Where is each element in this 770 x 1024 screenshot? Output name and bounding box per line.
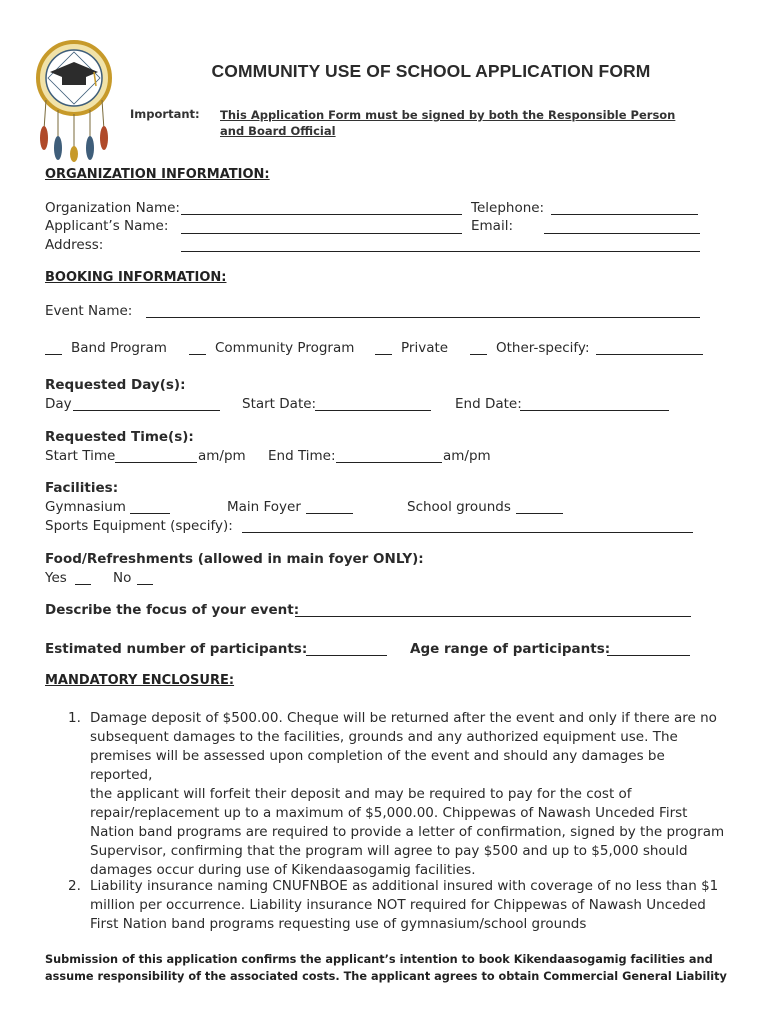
submission-note: [45, 951, 745, 985]
school-logo: [24, 38, 124, 162]
facilities-heading: Facilities:: [45, 480, 119, 496]
telephone-label: Telephone:: [471, 200, 545, 216]
community-program-checkbox[interactable]: [189, 354, 206, 355]
no-label: No: [113, 570, 132, 586]
enclosure-line: Liability insurance naming CNUFNBOE as additional insured with coverage of no less than $1: [90, 878, 719, 894]
submission-line: assume responsibility of the associated costs. The applicant agrees to obtain Commercial General Liability: [45, 970, 727, 983]
end-date-field[interactable]: [520, 410, 669, 411]
enclosure-line: premises will be assessed upon completion of the event and should any damages be reported,: [90, 748, 665, 783]
participants-label: Estimated number of participants:: [45, 641, 308, 657]
community-program-label: Community Program: [215, 340, 355, 356]
event-name-label: Event Name:: [45, 303, 133, 319]
other-checkbox[interactable]: [470, 354, 487, 355]
booking-heading: BOOKING INFORMATION:: [45, 270, 227, 285]
telephone-field[interactable]: [551, 214, 698, 215]
enclosure-line: damages occur during use of Kikendaasogamig facilities.: [90, 862, 476, 878]
end-ampm-label: am/pm: [443, 448, 491, 464]
enclosure-line: Supervisor, confirming that the program will agree to pay $500 and up to $5,000 should: [90, 843, 688, 859]
food-heading: Food/Refreshments (allowed in main foyer ONLY):: [45, 551, 424, 567]
org-name-label: Organization Name:: [45, 200, 180, 216]
requested-days-heading: Requested Day(s):: [45, 377, 186, 393]
enclosure-line: Damage deposit of $500.00. Cheque will be returned after the event and only if there are no: [90, 710, 717, 726]
event-name-field[interactable]: [146, 317, 700, 318]
sports-equipment-field[interactable]: [242, 532, 693, 533]
no-field[interactable]: [137, 584, 153, 585]
start-date-label: Start Date:: [242, 396, 317, 412]
enclosure-item-number: 2.: [68, 878, 81, 894]
org-heading: ORGANIZATION INFORMATION:: [45, 167, 270, 182]
submission-line: Submission of this application confirms the applicant’s intention to book Kikendaasogamig facilities and: [45, 953, 713, 966]
enclosure-line: the applicant will forfeit their deposit and may be required to pay for the cost of: [90, 786, 632, 802]
end-date-label: End Date:: [455, 396, 522, 412]
yes-field[interactable]: [75, 584, 91, 585]
start-time-field[interactable]: [115, 462, 197, 463]
enclosure-heading: MANDATORY ENCLOSURE:: [45, 673, 235, 688]
end-time-label: End Time:: [268, 448, 336, 464]
other-specify-field[interactable]: [596, 354, 703, 355]
event-focus-field[interactable]: [295, 616, 691, 617]
event-focus-label: Describe the focus of your event:: [45, 602, 300, 618]
band-program-label: Band Program: [71, 340, 167, 356]
main-foyer-label: Main Foyer: [227, 499, 301, 515]
applicant-name-field[interactable]: [181, 233, 462, 234]
enclosure-line: million per occurrence. Liability insurance NOT required for Chippewas of Nawash Unceded: [90, 897, 706, 913]
age-range-label: Age range of participants:: [410, 641, 611, 657]
address-field[interactable]: [181, 251, 700, 252]
other-specify-label: Other-specify:: [496, 340, 590, 356]
start-date-field[interactable]: [315, 410, 431, 411]
day-label: Day: [45, 396, 72, 412]
start-time-label: Start Time: [45, 448, 116, 464]
gymnasium-label: Gymnasium: [45, 499, 126, 515]
important-text: This Application Form must be signed by both the Responsible Person and Board Official: [220, 108, 676, 138]
main-foyer-field[interactable]: [306, 513, 353, 514]
start-ampm-label: am/pm: [198, 448, 246, 464]
gymnasium-field[interactable]: [130, 513, 170, 514]
sports-equipment-label: Sports Equipment (specify):: [45, 518, 233, 534]
enclosure-line: subsequent damages to the facilities, grounds and any authorized equipment use. The: [90, 729, 678, 745]
age-range-field[interactable]: [607, 655, 690, 656]
enclosure-line: First Nation band programs requesting use of gymnasium/school grounds: [90, 916, 587, 932]
enclosure-line: Nation band programs are required to provide a letter of confirmation, signed by the program: [90, 824, 725, 840]
participants-field[interactable]: [306, 655, 387, 656]
form-title: COMMUNITY USE OF SCHOOL APPLICATION FORM: [211, 61, 651, 81]
enclosure-item-2: [68, 877, 728, 934]
yes-label: Yes: [45, 570, 67, 586]
private-checkbox[interactable]: [375, 354, 392, 355]
band-program-checkbox[interactable]: [45, 354, 62, 355]
day-field[interactable]: [73, 410, 220, 411]
school-grounds-label: School grounds: [407, 499, 511, 515]
end-time-field[interactable]: [336, 462, 442, 463]
email-field[interactable]: [544, 233, 700, 234]
enclosure-item-number: 1.: [68, 710, 81, 726]
email-label: Email:: [471, 218, 514, 234]
school-grounds-field[interactable]: [516, 513, 563, 514]
address-label: Address:: [45, 237, 104, 253]
requested-times-heading: Requested Time(s):: [45, 429, 194, 445]
org-name-field[interactable]: [181, 214, 462, 215]
applicant-name-label: Applicant’s Name:: [45, 218, 169, 234]
private-label: Private: [401, 340, 449, 356]
enclosure-item-1: [68, 709, 728, 880]
important-label: Important:: [130, 107, 200, 121]
enclosure-line: repair/replacement up to a maximum of $5,000.00. Chippewas of Nawash Unceded First: [90, 805, 688, 821]
